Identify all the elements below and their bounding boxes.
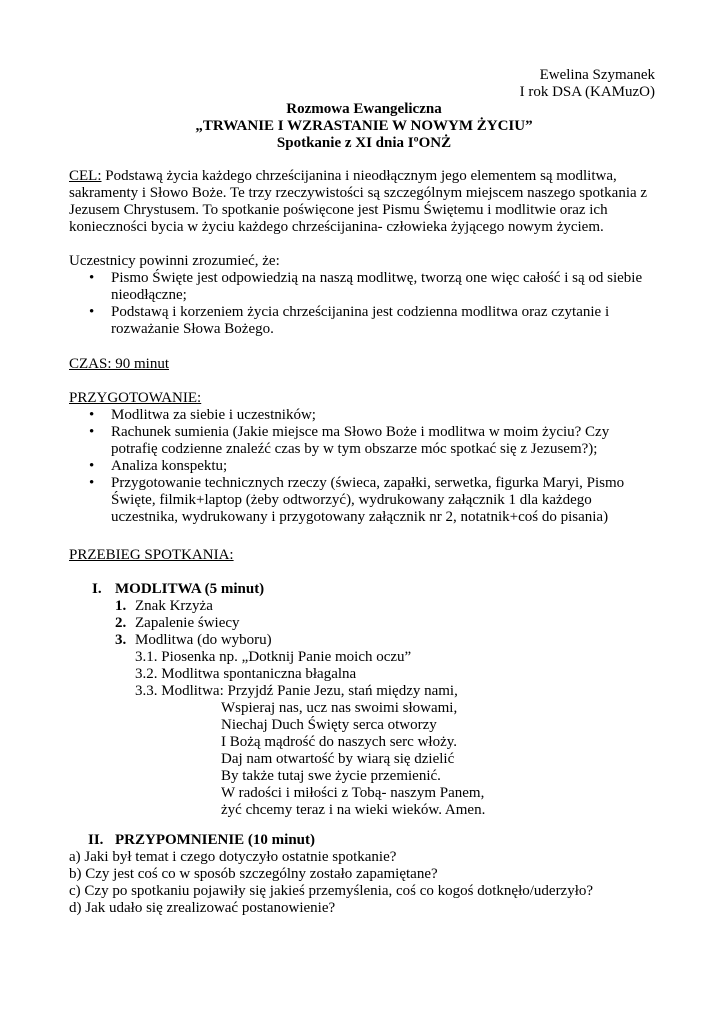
title-line-3: Spotkanie z XI dnia IºONŻ <box>276 135 452 151</box>
question: a) Jaki był temat i czego dotyczyło ostatnie spotkanie? <box>69 849 397 865</box>
prayer-line: Niechaj Duch Święty serca otworzy <box>221 717 437 733</box>
author-name: Ewelina Szymanek <box>539 67 655 83</box>
goal-text: Podstawą życia każdego chrześcijanina i nieodłącznym jego elementem są modlitwa, sakramenty i Słowo Boże. Te trzy rzeczywistości są szczególnym miejscem naszego spotkania z Jezusem Chrystusem. To spotkanie poświęcone jest Pismu Świętemu i modlitwie oraz ich konieczności bycia w życiu każdego chrześcijanina- człowieka żyjącego nowym życiem. <box>69 168 648 235</box>
prayer-line: Przyjdź Panie Jezu, stań między nami, <box>227 683 458 699</box>
list-item: 3. Modlitwa (do wyboru) <box>115 632 272 648</box>
question: c) Czy po spotkaniu pojawiły się jakieś przemyślenia, coś co kogoś dotknęło/uderzyło? <box>69 883 594 899</box>
section-1-heading <box>92 581 264 598</box>
prayer-label: 3.3. Modlitwa: <box>135 683 228 699</box>
course-heading: PRZEBIEG SPOTKANIA: <box>69 547 234 563</box>
section-2-number: II. <box>88 832 104 848</box>
prayer-line: W radości i miłości z Tobą- naszym Panem, <box>221 785 485 801</box>
document-title <box>69 101 659 152</box>
prayer-line: I Bożą mądrość do naszych serc włoży. <box>221 734 458 750</box>
list-item: • Analiza konspektu; <box>69 458 659 475</box>
time-heading: CZAS: 90 minut <box>69 356 170 372</box>
prayer-rest <box>135 700 655 819</box>
prayer-block <box>135 683 655 819</box>
section-1-list <box>115 598 635 649</box>
list-item: • Pismo Święte jest odpowiedzią na naszą modlitwę, tworzą one więc całość i są od siebie nieodłączne; <box>69 270 659 304</box>
section-1-number: I. <box>92 581 102 597</box>
section-1-title: MODLITWA (5 minut) <box>115 581 265 597</box>
participants-intro: Uczestnicy powinni zrozumieć, że: <box>69 253 280 269</box>
goal-paragraph <box>69 168 659 236</box>
option-1: 3.1. Piosenka np. „Dotknij Panie moich oczu” <box>135 649 412 665</box>
prayer-line: Wspieraj nas, ucz nas swoimi słowami, <box>221 700 458 716</box>
goal-label: CEL: <box>69 168 102 184</box>
list-item: • Rachunek sumienia (Jakie miejsce ma Słowo Boże i modlitwa w moim życiu? Czy potrafię codzienne znaleźć czas by w tym obszarze móc spotkać się z Jezusem?); <box>69 424 659 458</box>
list-item: • Przygotowanie technicznych rzeczy (świeca, zapałki, serwetka, figurka Maryi, Pismo Święte, filmik+laptop (żeby odtworzyć), wydrukowany załącznik 1 dla każdego uczestnika, wydrukowany i przygotowany załącznik nr 2, notatnik+coś do pisania) <box>69 475 659 526</box>
preparation-section <box>69 390 659 526</box>
preparation-heading: PRZYGOTOWANIE: <box>69 390 202 406</box>
title-line-2: „TRWANIE I WZRASTANIE W NOWYM ŻYCIU” <box>195 118 533 134</box>
prayer-line: Daj nam otwartość by wiarą się dzielić <box>221 751 455 767</box>
list-item: • Modlitwa za siebie i uczestników; <box>69 407 659 424</box>
option-2: 3.2. Modlitwa spontaniczna błagalna <box>135 666 357 682</box>
title-line-1: Rozmowa Ewangeliczna <box>286 101 442 117</box>
section-2-heading <box>88 832 315 849</box>
list-item: 2. Zapalenie świecy <box>115 615 240 631</box>
list-item: • Podstawą i korzeniem życia chrześcijanina jest codzienna modlitwa oraz czytanie i rozważanie Słowa Bożego. <box>69 304 659 338</box>
question: b) Czy jest coś co w sposób szczególny zostało zapamiętane? <box>69 866 438 882</box>
prayer-line: By także tutaj swe życie przemienić. <box>221 768 441 784</box>
prayer-line: żyć chcemy teraz i na wieki wieków. Amen. <box>221 802 486 818</box>
question: d) Jak udało się zrealizować postanowienie? <box>69 900 336 916</box>
participants-section <box>69 253 659 338</box>
list-item: 1. Znak Krzyża <box>115 598 213 614</box>
section-2-questions <box>69 849 659 917</box>
prayer-options <box>135 649 655 819</box>
section-2-title: PRZYPOMNIENIE (10 minut) <box>115 832 316 848</box>
author-course: I rok DSA (KAMuzO) <box>519 84 655 100</box>
author-block <box>520 67 655 101</box>
